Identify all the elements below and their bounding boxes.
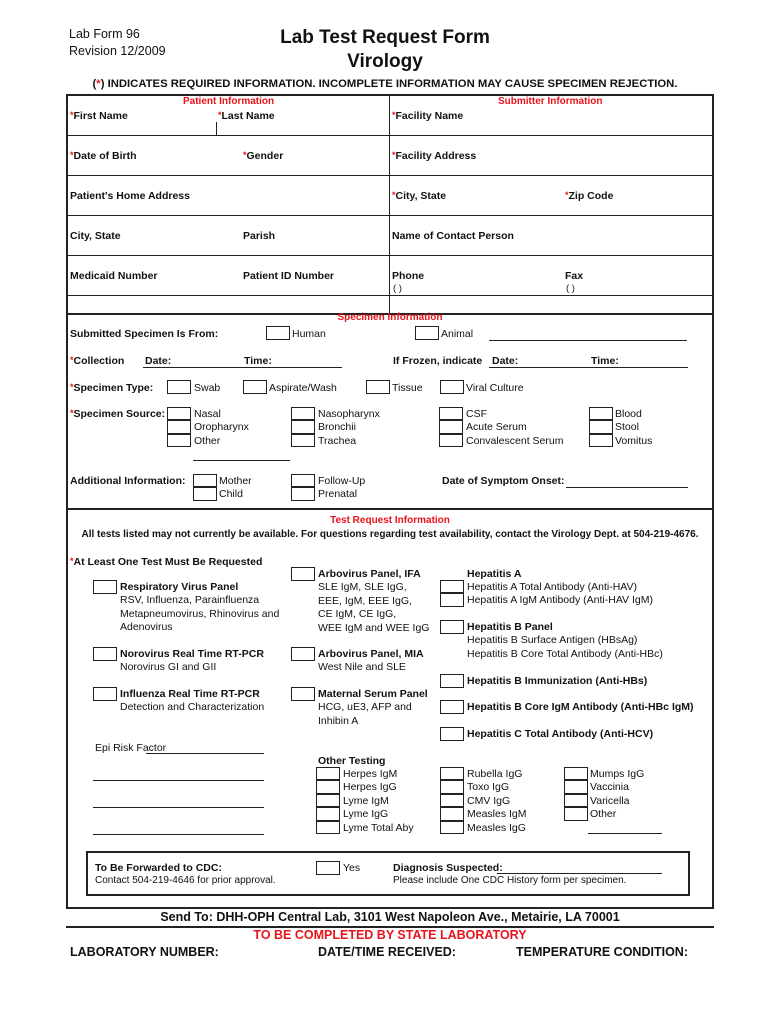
hep-b-core-igm-label: Hepatitis B Core IgM Antibody (Anti-HBc IgM)	[467, 701, 694, 713]
gender-label: *Gender	[243, 150, 284, 162]
diagnosis-suspected-label: Diagnosis Suspected:	[393, 862, 503, 874]
phone-label: Phone	[392, 270, 425, 282]
aspirate-wash-label: Aspirate/Wash	[269, 382, 337, 394]
collection-time-label: Time:	[244, 355, 272, 367]
lyme-igm-label: Lyme IgM	[343, 794, 389, 807]
dob-label: *Date of Birth	[70, 150, 137, 162]
epi-risk-field[interactable]	[146, 753, 264, 754]
home-address-field[interactable]	[68, 188, 388, 214]
follow-up-label: Follow-Up	[318, 475, 366, 487]
page-subtitle: Virology	[347, 51, 423, 72]
acute-serum-label: Acute Serum	[466, 421, 527, 434]
prenatal-label: Prenatal	[318, 488, 358, 501]
test-availability-notice: All tests listed may not currently be available. For questions regarding test availability, contact the Virology Dept. at 504-219-4676.	[81, 529, 699, 540]
fax-label: Fax	[565, 270, 584, 282]
arbovirus-ifa-line: SLE IgM, SLE IgG,	[318, 581, 407, 594]
measles-igm-checkbox[interactable]	[440, 807, 464, 820]
convalescent-serum-checkbox[interactable]	[439, 434, 463, 447]
viral-culture-label: Viral Culture	[466, 382, 524, 394]
bronchii-label: Bronchii	[318, 421, 356, 434]
mother-checkbox[interactable]	[193, 474, 217, 487]
frozen-time-label: Time:	[591, 355, 619, 367]
nasal-checkbox[interactable]	[167, 407, 191, 420]
facility-name-field[interactable]	[392, 108, 712, 134]
state-lab-heading: TO BE COMPLETED BY STATE LABORATORY	[253, 928, 527, 942]
norovirus-test	[120, 648, 264, 675]
hep-c-label: Hepatitis C Total Antibody (Anti-HCV)	[467, 728, 654, 740]
hep-b-immunization-checkbox[interactable]	[440, 674, 464, 688]
animal-checkbox[interactable]	[415, 326, 439, 340]
norovirus-checkbox[interactable]	[93, 647, 117, 661]
other-col-2	[440, 767, 464, 834]
row-divider	[67, 175, 713, 176]
source-col-4-labels	[615, 408, 652, 448]
lyme-igg-checkbox[interactable]	[316, 807, 340, 820]
form-revision: Revision 12/2009	[69, 44, 166, 58]
influenza-test	[120, 688, 264, 715]
hep-b-panel-title: Hepatitis B Panel	[467, 621, 553, 633]
patient-city-state-label: City, State	[70, 230, 121, 242]
send-to-address: Send To: DHH-OPH Central Lab, 3101 West Napoleon Ave., Metairie, LA 70001	[160, 910, 620, 924]
other-source-field[interactable]	[193, 460, 290, 461]
section-divider	[67, 508, 713, 510]
measles-igm-label: Measles IgM	[467, 808, 527, 821]
csf-label: CSF	[466, 408, 487, 420]
hep-b-panel-line: Hepatitis B Core Total Antibody (Anti-HBc)	[467, 647, 663, 660]
epi-risk-label: Epi Risk Factor	[95, 742, 167, 754]
hep-c-checkbox[interactable]	[440, 727, 464, 741]
specimen-from-label: Submitted Specimen Is From:	[70, 328, 219, 340]
row-divider	[67, 135, 713, 136]
hep-a-igm-checkbox[interactable]	[440, 593, 464, 606]
frozen-label: If Frozen, indicate	[393, 355, 483, 367]
zip-label: *Zip Code	[565, 190, 614, 202]
bronchii-checkbox[interactable]	[291, 420, 315, 433]
patient-id-label: Patient ID Number	[243, 270, 335, 282]
submitter-info-heading: Submitter Information	[498, 96, 603, 107]
other-col-2-labels	[467, 768, 527, 835]
other-col-3-labels	[590, 768, 644, 822]
blood-label: Blood	[615, 408, 642, 420]
herpes-igm-checkbox[interactable]	[316, 767, 340, 780]
symptom-onset-field[interactable]	[566, 487, 688, 488]
at-least-one-test-label: *At Least One Test Must Be Requested	[70, 556, 263, 568]
other-source-label: Other	[194, 434, 221, 447]
herpes-igm-label: Herpes IgM	[343, 768, 398, 780]
hep-a-total-checkbox[interactable]	[440, 580, 464, 593]
arbovirus-ifa-checkbox[interactable]	[291, 567, 315, 581]
prenatal-checkbox[interactable]	[291, 487, 315, 500]
first-name-label: *First Name	[70, 110, 128, 122]
influenza-checkbox[interactable]	[93, 687, 117, 701]
hep-b-immunization-label: Hepatitis B Immunization (Anti-HBs)	[467, 675, 648, 687]
row-divider	[67, 255, 713, 256]
facility-address-label: *Facility Address	[392, 150, 477, 162]
last-name-label: *Last Name	[218, 110, 275, 122]
additional-col-1-labels	[219, 475, 252, 502]
respiratory-panel-title: Respiratory Virus Panel	[120, 581, 239, 593]
vomitus-checkbox[interactable]	[589, 434, 613, 447]
cmv-igg-checkbox[interactable]	[440, 794, 464, 807]
vaccinia-label: Vaccinia	[590, 781, 629, 794]
diagnosis-suspected-field[interactable]	[497, 873, 662, 874]
source-col-1	[167, 407, 191, 447]
arbovirus-mia-title: Arbovirus Panel, MIA	[318, 648, 424, 660]
maternal-serum-line: HCG, uE3, AFP and	[318, 701, 412, 714]
cdc-yes-checkbox[interactable]	[316, 861, 340, 875]
collection-date-label: Date:	[145, 355, 172, 367]
animal-type-field[interactable]	[489, 340, 687, 341]
additional-col-2	[291, 474, 315, 501]
source-col-2-labels	[318, 408, 380, 448]
maternal-serum-line: Inhibin A	[318, 714, 359, 727]
aspirate-wash-checkbox[interactable]	[243, 380, 267, 394]
hep-a-igm-label: Hepatitis A IgM Antibody (Anti-HAV IgM)	[467, 594, 653, 607]
trachea-label: Trachea	[318, 434, 357, 447]
facility-name-label: *Facility Name	[392, 110, 464, 122]
first-name-field[interactable]	[68, 108, 216, 134]
lyme-igg-label: Lyme IgG	[343, 808, 389, 821]
other-col-3	[564, 767, 588, 821]
source-col-3-labels	[466, 408, 563, 448]
cdc-history-text: Please include One CDC History form per specimen.	[393, 875, 627, 886]
patient-city-state-field[interactable]	[68, 228, 216, 254]
varicella-label: Varicella	[590, 794, 630, 807]
hep-a-total-label: Hepatitis A Total Antibody (Anti-HAV)	[467, 581, 638, 593]
frozen-date-time-field[interactable]	[489, 367, 688, 368]
phone-field[interactable]: ( )	[393, 283, 402, 294]
source-col-1-labels	[194, 408, 249, 448]
fax-field[interactable]: ( )	[566, 283, 575, 294]
submitter-city-state-field[interactable]	[392, 188, 540, 214]
temperature-condition-label: TEMPERATURE CONDITION:	[516, 945, 688, 959]
acute-serum-checkbox[interactable]	[439, 420, 463, 433]
vaccinia-checkbox[interactable]	[564, 780, 588, 793]
respiratory-panel-line: Metapneumovirus, Rhinovirus and	[120, 607, 280, 620]
norovirus-title: Norovirus Real Time RT-PCR	[120, 648, 264, 660]
name-divider	[216, 122, 217, 135]
last-name-field[interactable]	[218, 108, 388, 134]
arbovirus-ifa-line: WEE IgM and WEE IgG	[318, 621, 430, 634]
tissue-label: Tissue	[392, 382, 423, 394]
maternal-serum-title: Maternal Serum Panel	[318, 688, 428, 700]
source-col-3	[439, 407, 463, 447]
arbovirus-ifa-line: CE IgM, CE IgG,	[318, 608, 397, 621]
lyme-total-checkbox[interactable]	[316, 821, 340, 834]
hep-b-panel-checkbox[interactable]	[440, 620, 464, 634]
zip-field[interactable]	[565, 188, 711, 214]
lyme-igm-checkbox[interactable]	[316, 794, 340, 807]
animal-label: Animal	[441, 328, 474, 340]
toxo-igg-checkbox[interactable]	[440, 780, 464, 793]
varicella-checkbox[interactable]	[564, 794, 588, 807]
csf-checkbox[interactable]	[439, 407, 463, 420]
facility-address-field[interactable]	[392, 148, 712, 174]
respiratory-panel	[120, 581, 279, 635]
row-divider	[67, 215, 713, 216]
cdc-forward-title: To Be Forwarded to CDC:	[95, 862, 222, 874]
epi-risk-field-4[interactable]	[93, 834, 264, 835]
human-checkbox[interactable]	[266, 326, 290, 340]
respiratory-panel-checkbox[interactable]	[93, 580, 117, 594]
home-address-label: Patient's Home Address	[70, 190, 190, 202]
arbovirus-mia-line: West Nile and SLE	[318, 661, 406, 674]
herpes-igg-label: Herpes IgG	[343, 781, 397, 794]
hep-b-panel-line: Hepatitis B Surface Antigen (HBsAg)	[467, 634, 638, 647]
required-notice: (*) INDICATES REQUIRED INFORMATION. INCOMPLETE INFORMATION MAY CAUSE SPECIMEN REJECTION.	[92, 78, 678, 90]
child-checkbox[interactable]	[193, 487, 217, 500]
lyme-total-label: Lyme Total Aby	[343, 821, 414, 834]
gender-field[interactable]	[243, 148, 388, 174]
epi-risk-field-2[interactable]	[93, 780, 264, 781]
other-testing-heading: Other Testing	[318, 755, 386, 767]
form-number: Lab Form 96	[69, 27, 140, 41]
frozen-date-label: Date:	[492, 355, 519, 367]
other-test-field[interactable]	[588, 833, 662, 834]
row-divider	[67, 295, 713, 296]
source-col-2	[291, 407, 315, 447]
section-divider	[389, 95, 390, 313]
nasopharynx-label: Nasopharynx	[318, 408, 380, 420]
parish-label: Parish	[243, 230, 276, 242]
page-title: Lab Test Request Form	[280, 27, 490, 48]
epi-risk-field-3[interactable]	[93, 807, 264, 808]
measles-igg-label: Measles IgG	[467, 821, 526, 834]
swab-checkbox[interactable]	[167, 380, 191, 394]
other-source-checkbox[interactable]	[167, 434, 191, 447]
toxo-igg-label: Toxo IgG	[467, 781, 510, 794]
respiratory-panel-line: RSV, Influenza, Parainfluenza	[120, 594, 260, 607]
hep-b-core-igm-checkbox[interactable]	[440, 700, 464, 714]
human-label: Human	[292, 328, 326, 340]
additional-info-label: Additional Information:	[70, 475, 186, 487]
mumps-igg-checkbox[interactable]	[564, 767, 588, 780]
trachea-checkbox[interactable]	[291, 434, 315, 447]
arbovirus-mia-checkbox[interactable]	[291, 647, 315, 661]
cdc-yes-label: Yes	[343, 862, 361, 874]
other-col-1-labels	[343, 768, 414, 835]
rubella-igg-label: Rubella IgG	[467, 768, 523, 780]
symptom-onset-label: Date of Symptom Onset:	[442, 475, 565, 487]
mumps-igg-label: Mumps IgG	[590, 768, 645, 780]
mother-label: Mother	[219, 475, 252, 487]
maternal-serum-panel	[318, 688, 428, 728]
maternal-serum-checkbox[interactable]	[291, 687, 315, 701]
required-star-icon: *	[96, 78, 101, 90]
contact-person-label: Name of Contact Person	[392, 230, 514, 242]
dob-field[interactable]	[68, 148, 216, 174]
medicaid-field[interactable]	[68, 268, 216, 294]
rubella-igg-checkbox[interactable]	[440, 767, 464, 780]
additional-col-2-labels	[318, 475, 365, 502]
convalescent-serum-label: Convalescent Serum	[466, 434, 564, 447]
specimen-type-label: *Specimen Type:	[70, 382, 154, 394]
oropharynx-checkbox[interactable]	[167, 420, 191, 433]
viral-culture-checkbox[interactable]	[440, 380, 464, 394]
date-time-received-label: DATE/TIME RECEIVED:	[318, 945, 456, 959]
medicaid-label: Medicaid Number	[70, 270, 158, 282]
stool-label: Stool	[615, 421, 639, 434]
vomitus-label: Vomitus	[615, 434, 653, 447]
cmv-igg-label: CMV IgG	[467, 794, 511, 807]
stool-checkbox[interactable]	[589, 420, 613, 433]
influenza-title: Influenza Real Time RT-PCR	[120, 688, 260, 700]
parish-field[interactable]	[243, 228, 388, 254]
swab-label: Swab	[194, 382, 221, 394]
influenza-line: Detection and Characterization	[120, 701, 265, 714]
arbovirus-ifa	[318, 568, 429, 635]
herpes-igg-checkbox[interactable]	[316, 780, 340, 793]
submitter-city-state-label: *City, State	[392, 190, 447, 202]
arbovirus-ifa-line: EEE, IgM, EEE IgG,	[318, 594, 412, 607]
tissue-checkbox[interactable]	[366, 380, 390, 394]
other-test-checkbox[interactable]	[564, 807, 588, 820]
hepatitis-a-items	[467, 581, 653, 608]
patient-id-field[interactable]	[243, 268, 388, 294]
specimen-source-label: *Specimen Source:	[70, 408, 166, 420]
test-request-heading: Test Request Information	[330, 515, 450, 526]
laboratory-number-label: LABORATORY NUMBER:	[70, 945, 219, 959]
source-col-4	[589, 407, 613, 447]
specimen-info-heading: Specimen Information	[337, 312, 443, 323]
additional-col-1	[193, 474, 217, 501]
hepatitis-a-checkboxes	[440, 580, 464, 607]
nasopharynx-checkbox[interactable]	[291, 407, 315, 420]
nasal-label: Nasal	[194, 408, 221, 420]
other-col-1	[316, 767, 340, 834]
blood-checkbox[interactable]	[589, 407, 613, 420]
oropharynx-label: Oropharynx	[194, 421, 249, 434]
follow-up-checkbox[interactable]	[291, 474, 315, 487]
patient-info-heading: Patient Information	[183, 96, 275, 107]
contact-person-field[interactable]	[392, 228, 712, 254]
other-test-label: Other	[590, 808, 617, 821]
measles-igg-checkbox[interactable]	[440, 821, 464, 834]
cdc-contact-text: Contact 504-219-4646 for prior approval.	[95, 875, 276, 886]
norovirus-line: Norovirus GI and GII	[120, 661, 217, 674]
collection-date-time-field[interactable]	[143, 367, 342, 368]
arbovirus-mia	[318, 648, 424, 675]
collection-label: *Collection	[70, 355, 125, 367]
hepatitis-a-title: Hepatitis A	[467, 568, 522, 580]
child-label: Child	[219, 488, 243, 501]
respiratory-panel-line: Adenovirus	[120, 621, 173, 634]
arbovirus-ifa-title: Arbovirus Panel, IFA	[318, 568, 421, 580]
hep-b-panel	[467, 621, 663, 661]
